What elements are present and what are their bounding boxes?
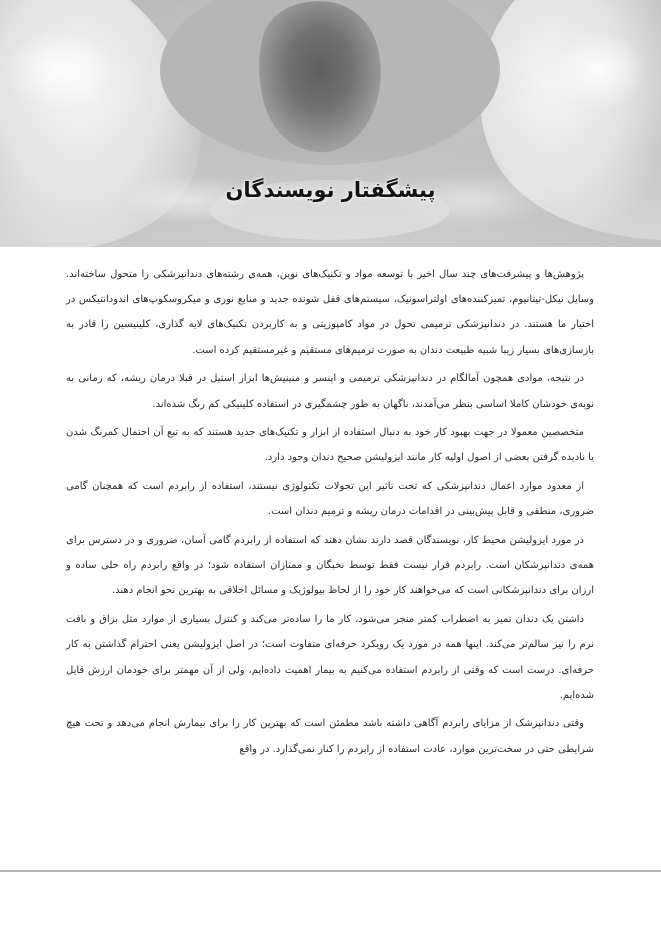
footer-divider [0,870,661,872]
paragraph: پژوهش‌ها و پیشرفت‌های چند سال اخیر با توسعه مواد و تکنیک‌های نوین، همه‌ی رشته‌های دندانپزشکی را متحول ساخته‌اند. وسایل نیکل-تیتانیوم، تمیزکننده‌های اولتراسونیک، سیستم‌های قفل شونده جدید و منابع نوری و میکروسکوپ‌های اندودانتیکس در اختیار ما هستند. در دندانپزشکی ترمیمی تحول در مواد کامپوزیتی و به کاربردن تکنیک‌های لایه گذاری، کلینیسین را قادر به بازسازی‌های بسیار زیبا شبیه طبیعت دندان به صورت ترمیم‌های مستقیم و غیرمستقیم کرده است. [66,269,594,356]
header-photo [0,0,661,247]
paragraph: در مورد ایزولیشن محیط کار، نویسندگان قصد دارند نشان دهند که استفاده از رابردم گامی آسان، ضروری و در دسترس برای همه‌ی دندانپزشکان است. رابردم فرار نیست فقط توسط نخبگان و ممتازان استفاده شود؛ در واقع رابردم راه حلی ساده و ارزان برای دندانپزشکانی است که می‌خواهند کار خود را از لحاظ بیولوژیک و مسائل اخلاقی به بهترین نحو انجام دهند. [66,535,594,597]
foreword-text [66,262,594,765]
paragraph: متخصصین معمولا در جهت بهبود کار خود به دنبال استفاده از ابزار و تکنیک‌های جدید هستند که به تبع آن احتمال کمرنگ شدن یا نادیده گرفتن بعضی از اصول اولیه کار مانند ایزولیشن صحیح دندان وجود دارد. [66,427,594,464]
paragraph: از معدود موارد اعمال دندانپزشکی که تحت تاثیر این تحولات تکنولوژی نیستند، استفاده از رابردم است که همچنان گامی ضروری، منطقی و قابل پیش‌بینی در اقدامات درمان ریشه و ترمیم دندان است. [66,481,594,518]
paragraph: در نتیجه، موادی همچون آمالگام در دندانپزشکی ترمیمی و اپنسر و منینیش‌ها ابزار استیل در قبلا درمان ریشه، که زمانی به نوبه‌ی خودشان کاملا اساسی بنظر می‌آمدند، ناگهان به طور چشمگیری در استفاده کلینیکی کم رنگ شده‌اند. [66,373,594,410]
paragraph: داشتن یک دندان تمیز به اضطراب کمتر منجر می‌شود، کار ما را ساده‌تر می‌کند و کنترل بسیاری از موارد مثل بزاق و بافت نرم را نیز سالم‌تر می‌کند. اینها همه در مورد یک رویکرد حرفه‌ای متفاوت است؛ در اصل ایزولیشن یعنی احترام گذاشتن به کار حرفه‌ای. درست است که وقتی از رابردم استفاده می‌کنیم به بیمار اهمیت داده‌ایم، ولی از آن مهمتر برای خودمان ارزش قایل شده‌ایم. [66,614,594,701]
intraoral-photo [0,0,661,247]
page-title: پیشگفتار نویسندگان [225,178,436,202]
paragraph: وقتی دندانپزشک از مزایای رابردم آگاهی داشته باشد مطمئن است که بهترین کار را برای بیمارش انجام می‌دهد و تحت هیچ شرایطی حتی در سخت‌ترین موارد، عادت استفاده از رابردم را کنار نمی‌گذارد. در واقع [66,718,594,755]
